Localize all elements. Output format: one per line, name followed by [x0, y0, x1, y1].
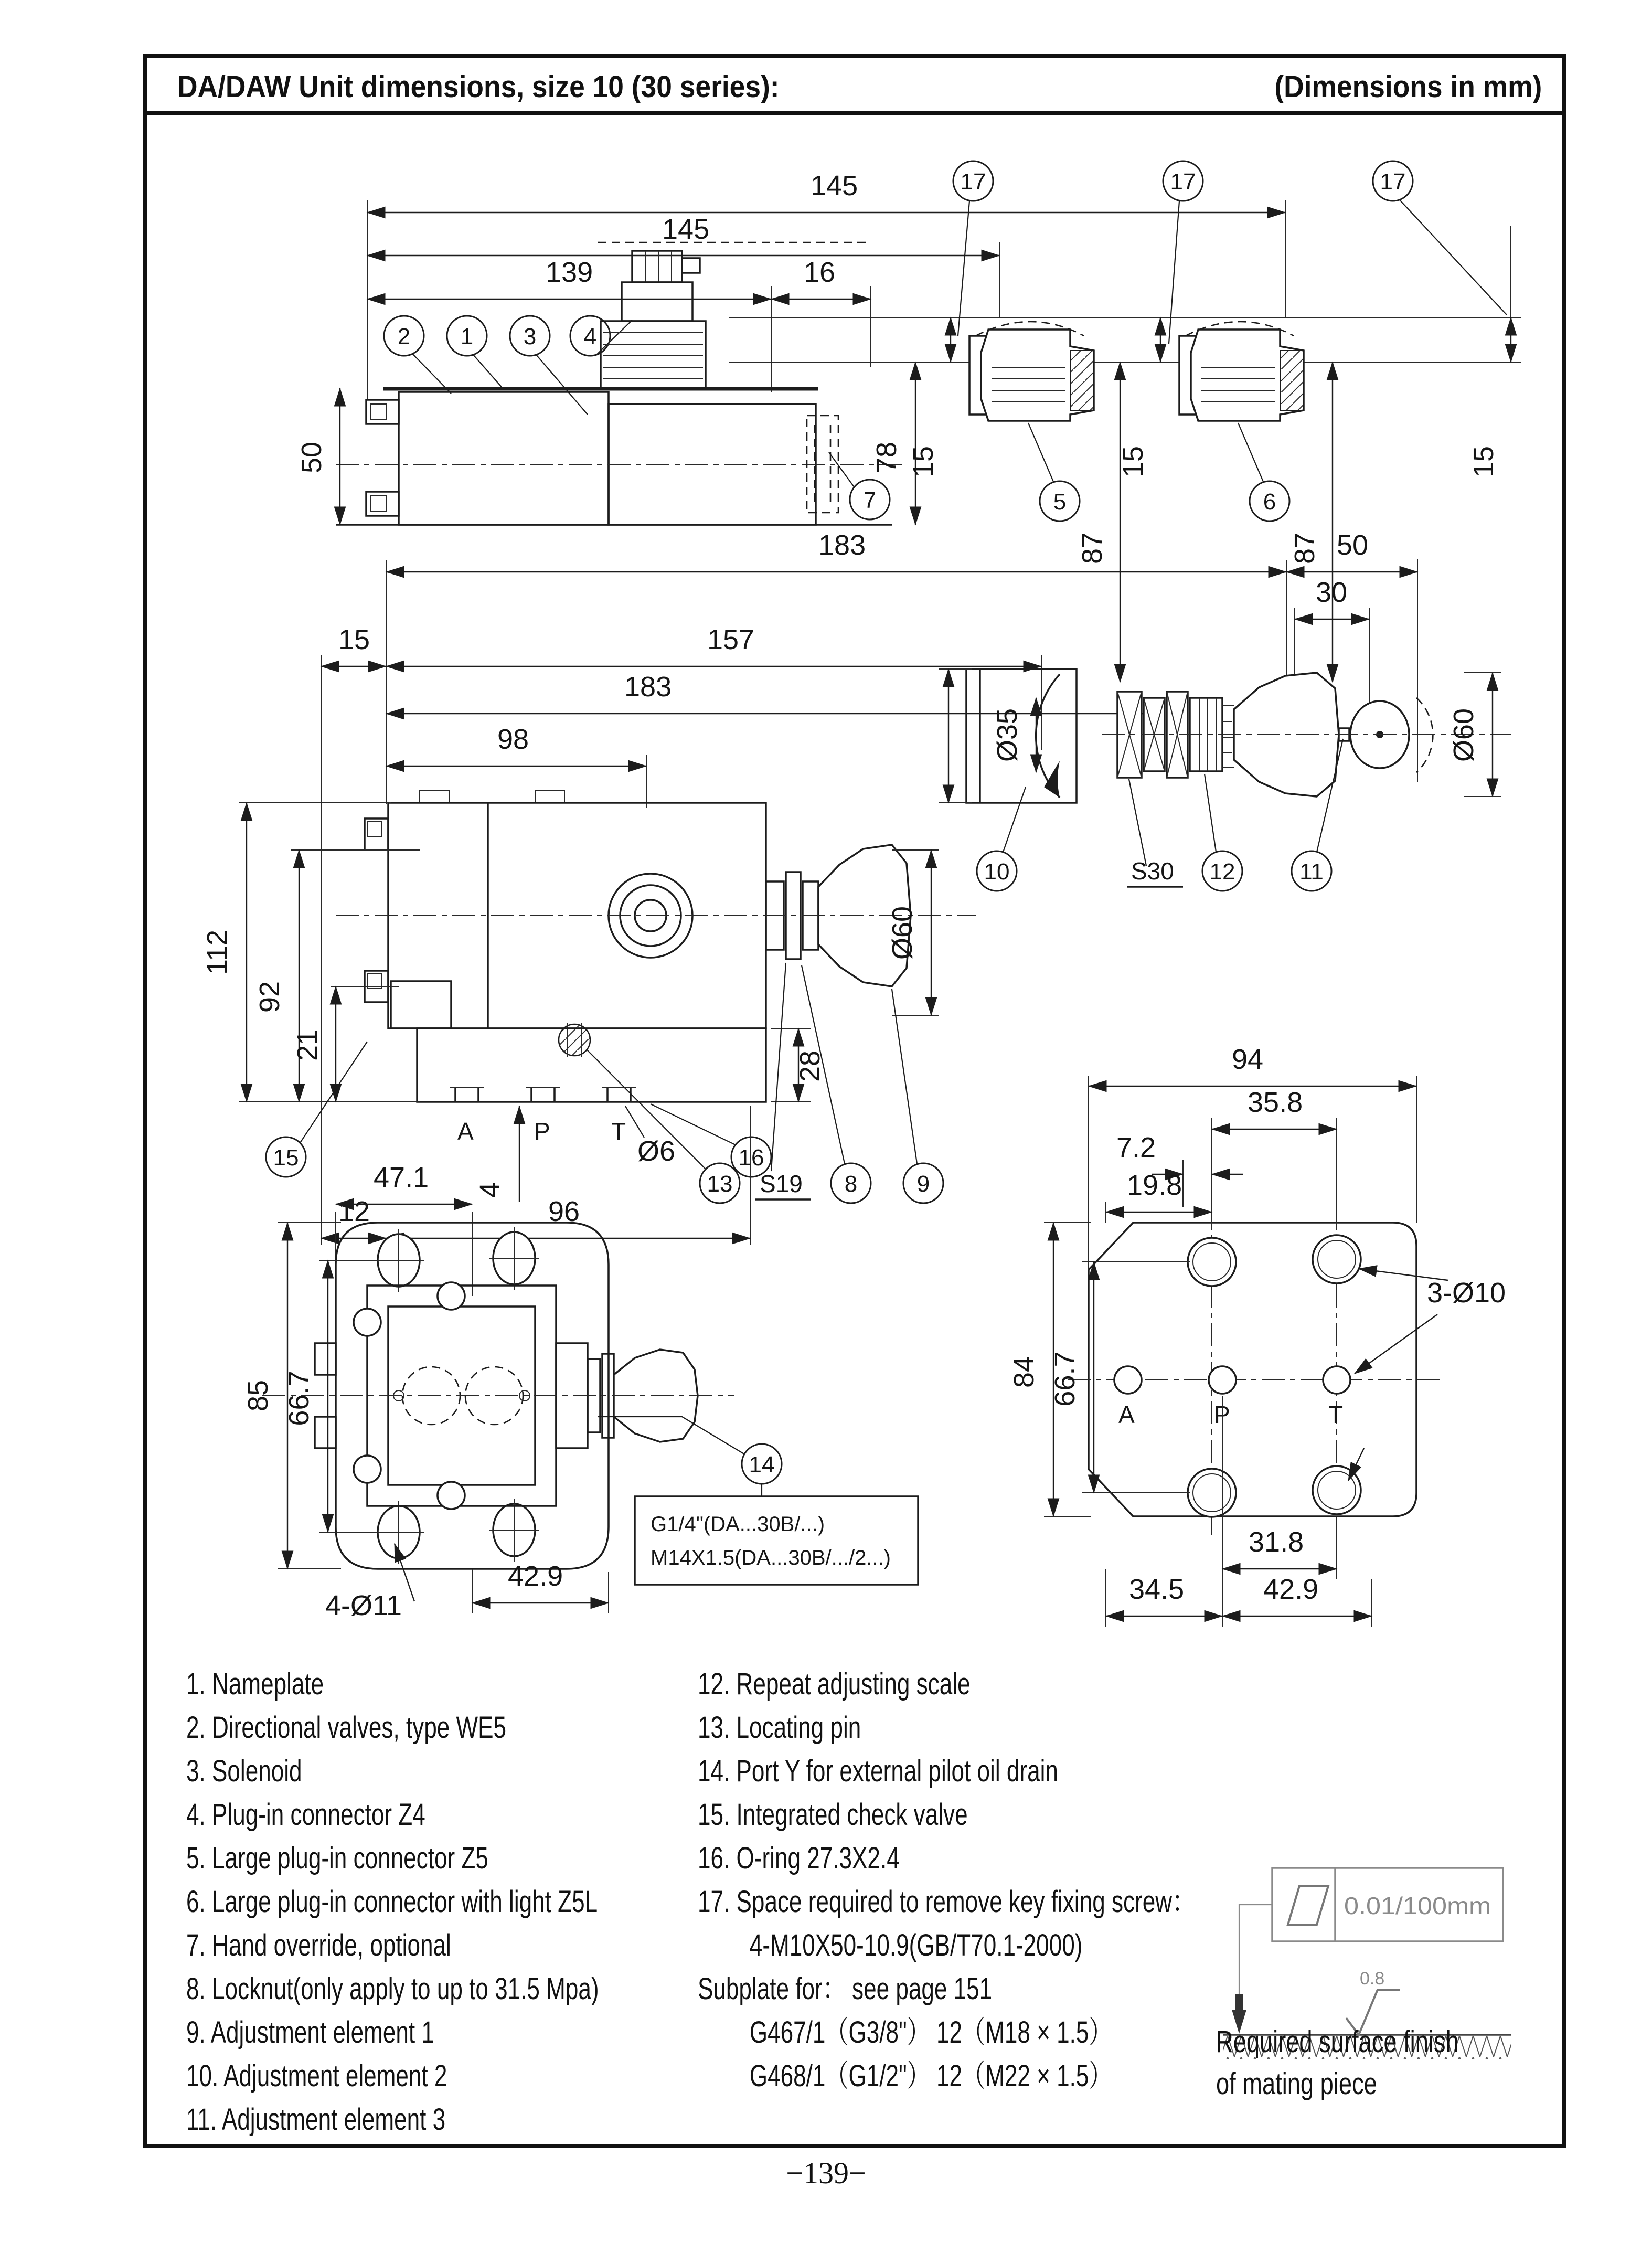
svg-text:17: 17 — [1380, 169, 1406, 195]
surface-caption-line1: Required surface finish — [1216, 2025, 1459, 2059]
port-p: P — [534, 1118, 550, 1145]
legend-item-7: 7. Hand override, optional — [186, 1928, 451, 1962]
dim-87a: 87 — [1077, 532, 1108, 565]
roughness-value: 0.8 — [1360, 1969, 1385, 1989]
dim-78: 78 — [871, 441, 902, 474]
port-note-box — [635, 1496, 918, 1585]
svg-text:11: 11 — [1299, 859, 1324, 885]
dim-3-dia10: 3-Ø10 — [1427, 1277, 1506, 1309]
dim-dia6: Ø6 — [637, 1135, 676, 1167]
legend-item-15: 15. Integrated check valve — [698, 1798, 968, 1832]
svg-text:1: 1 — [460, 324, 474, 349]
legend-item-12: 12. Repeat adjusting scale — [698, 1667, 971, 1701]
svg-text:17: 17 — [1170, 169, 1196, 195]
dim-84: 84 — [1008, 1356, 1040, 1388]
dim-42-9-left: 42.9 — [508, 1560, 563, 1592]
dim-66-7-sub: 66.7 — [1049, 1351, 1081, 1407]
wrench-s30: S30 — [1131, 857, 1174, 885]
svg-text:5: 5 — [1053, 489, 1067, 515]
dim-28: 28 — [794, 1050, 826, 1082]
plug-connector-z5 — [969, 322, 1094, 421]
svg-text:10: 10 — [984, 859, 1010, 885]
svg-text:13: 13 — [707, 1171, 733, 1197]
dim-85: 85 — [242, 1379, 274, 1412]
dim-96: 96 — [548, 1196, 580, 1227]
dim-15c: 15 — [1468, 445, 1499, 478]
legend-left-column — [186, 1662, 729, 2141]
legend-item-1: 1. Nameplate — [186, 1667, 324, 1701]
dim-dia35: Ø35 — [992, 708, 1023, 762]
dim-47-1: 47.1 — [374, 1162, 429, 1193]
dim-15a: 15 — [908, 445, 939, 478]
valve-body-side — [336, 790, 976, 1102]
legend-item-16: 16. O-ring 27.3X2.4 — [698, 1841, 900, 1875]
adjustment-element-2 — [939, 669, 1077, 803]
units-note: (Dimensions in mm) — [1274, 70, 1542, 104]
dim-50-right: 50 — [1337, 529, 1369, 561]
dim-21: 21 — [292, 1029, 323, 1061]
surface-finish-caption — [1216, 2021, 1527, 2105]
svg-text:3: 3 — [523, 324, 537, 349]
dim-dia60-key: Ø60 — [1448, 708, 1479, 762]
svg-text:2: 2 — [397, 324, 411, 349]
dim-34-5: 34.5 — [1129, 1574, 1185, 1605]
dim-dia60-knob: Ø60 — [887, 906, 918, 960]
legend-item-6: 6. Large plug-in connector with light Z5L — [186, 1885, 598, 1919]
dim-16: 16 — [804, 257, 836, 288]
dim-12: 12 — [338, 1196, 370, 1227]
svg-text:15: 15 — [273, 1145, 299, 1171]
note-m14: M14X1.5(DA...30B/.../2...) — [651, 1546, 891, 1569]
flatness-value: 0.01/100mm — [1344, 1892, 1491, 1919]
svg-text:16: 16 — [738, 1145, 764, 1171]
svg-text:12: 12 — [1209, 859, 1235, 885]
dim-42-9-sub: 42.9 — [1263, 1574, 1319, 1605]
legend-item-4: 4. Plug-in connector Z4 — [186, 1798, 425, 1832]
legend-item-2: 2. Directional valves, type WE5 — [186, 1711, 507, 1745]
page-title: DA/DAW Unit dimensions, size 10 (30 series): — [177, 70, 780, 104]
subplate-port-a: A — [1118, 1401, 1135, 1428]
dim-112: 112 — [201, 929, 233, 975]
dim-4-dia11: 4-Ø11 — [325, 1590, 402, 1621]
legend-item-13: 13. Locating pin — [698, 1711, 861, 1745]
dim-92: 92 — [254, 981, 285, 1013]
dim-4: 4 — [474, 1182, 506, 1198]
page-number: −139− — [786, 2156, 866, 2190]
adjustment-element-3 — [1102, 673, 1511, 796]
svg-text:4: 4 — [583, 324, 597, 349]
dim-183a: 183 — [818, 529, 866, 561]
legend-item-14: 14. Port Y for external pilot oil drain — [698, 1754, 1058, 1788]
dim-overall-145: 145 — [811, 170, 858, 201]
dim-30-right: 30 — [1316, 577, 1348, 608]
svg-text:17: 17 — [960, 169, 986, 195]
subplate-port-t: T — [1328, 1401, 1344, 1428]
svg-text:7: 7 — [863, 487, 877, 513]
middle-view — [201, 529, 1511, 1245]
dim-15-left: 15 — [338, 624, 370, 655]
port-t: T — [611, 1118, 626, 1145]
dim-87b: 87 — [1289, 532, 1320, 565]
dim-157: 157 — [707, 624, 755, 655]
svg-text:14: 14 — [749, 1452, 775, 1478]
svg-text:6: 6 — [1263, 489, 1276, 515]
bottom-left-view — [242, 1162, 918, 1621]
dim-50: 50 — [296, 441, 327, 474]
note-g14: G1/4"(DA...30B/...) — [651, 1513, 825, 1536]
dim-15b: 15 — [1117, 445, 1149, 478]
surface-caption-line2: of mating piece — [1216, 2067, 1377, 2101]
dim-145-second: 145 — [662, 214, 710, 245]
legend-item-5: 5. Large plug-in connector Z5 — [186, 1841, 488, 1875]
dim-98: 98 — [497, 724, 529, 755]
dim-183b: 183 — [624, 671, 672, 703]
dim-139: 139 — [546, 257, 593, 288]
subplate-view — [1008, 1044, 1506, 1627]
legend-item-17: 17. Space required to remove key fixing screw： — [698, 1885, 1196, 1919]
dim-7-2: 7.2 — [1116, 1132, 1156, 1163]
subplate-g467: G467/1（G3/8"） 12（M18 × 1.5） — [749, 2015, 1112, 2049]
plug-connector-z5l — [1179, 322, 1304, 421]
wrench-s19: S19 — [760, 1170, 803, 1197]
legend-item-9: 9. Adjustment element 1 — [186, 2015, 434, 2049]
legend-item-8: 8. Locknut(only apply to up to 31.5 Mpa) — [186, 1972, 599, 2006]
port-symbols — [450, 1087, 636, 1102]
dim-31-8: 31.8 — [1249, 1526, 1304, 1558]
svg-text:8: 8 — [844, 1171, 858, 1197]
dim-66-7-left: 66.7 — [283, 1371, 315, 1426]
port-a: A — [457, 1118, 474, 1145]
legend-item-10: 10. Adjustment element 2 — [186, 2059, 447, 2093]
dim-35-8: 35.8 — [1248, 1087, 1303, 1118]
dim-19-8: 19.8 — [1127, 1170, 1182, 1201]
subplate-g468: G468/1（G1/2"） 12（M22 × 1.5） — [749, 2059, 1112, 2093]
svg-text:9: 9 — [916, 1171, 930, 1197]
subplate-port-p: P — [1214, 1401, 1230, 1428]
dim-94: 94 — [1232, 1044, 1264, 1075]
legend-item-11: 11. Adjustment element 3 — [186, 2102, 446, 2137]
subplate-note: Subplate for： see page 151 — [698, 1972, 993, 2006]
legend-item-17-screw-spec: 4-M10X50-10.9(GB/T70.1-2000) — [749, 1928, 1083, 1962]
legend-item-3: 3. Solenoid — [186, 1754, 302, 1788]
